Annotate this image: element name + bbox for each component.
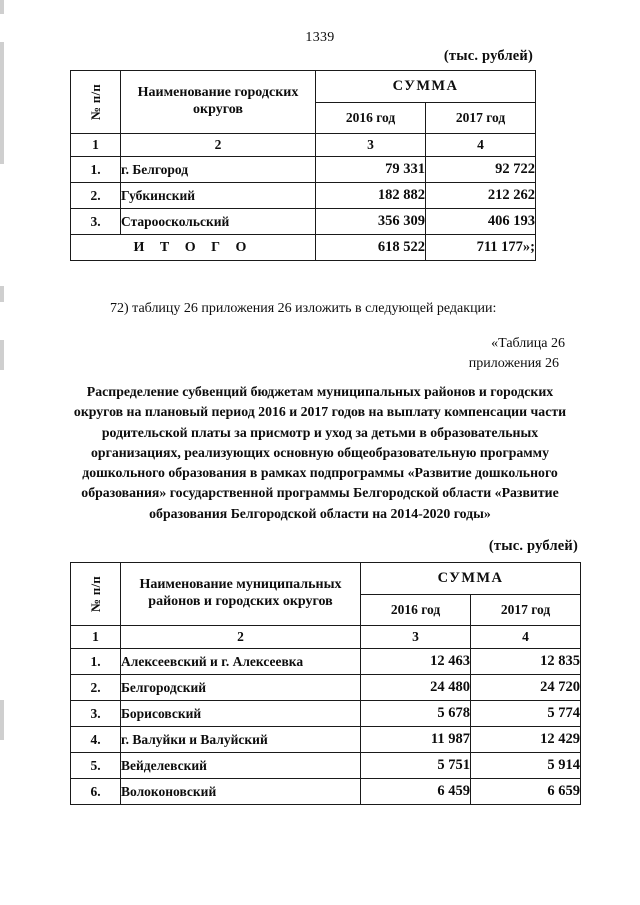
row-value-2017: 12 835 (471, 649, 581, 675)
row-index: 1. (71, 649, 121, 675)
scan-artifact (0, 700, 4, 740)
table-column-number-row (71, 626, 581, 649)
table-row (71, 701, 581, 727)
row-name: Волоконовский (121, 779, 361, 805)
scan-artifact (0, 52, 4, 164)
total-label: И Т О Г О (71, 235, 316, 261)
row-index: 3. (71, 209, 121, 235)
units-label-table-two: (тыс. рублей) (488, 538, 578, 554)
row-name: г. Валуйки и Валуйский (121, 727, 361, 753)
table-row (71, 157, 536, 183)
row-name: Белгородский (121, 675, 361, 701)
row-value-2016: 5 678 (361, 701, 471, 727)
table-reference-block (0, 334, 565, 375)
row-index: 4. (71, 727, 121, 753)
header-name-column: Наименование муниципальных районов и городских округов (121, 563, 361, 626)
table-row (71, 675, 581, 701)
row-value-2016: 182 882 (316, 183, 426, 209)
row-value-2016: 11 987 (361, 727, 471, 753)
row-value-2016: 5 751 (361, 753, 471, 779)
table-row (71, 183, 536, 209)
intro-paragraph: 72) таблицу 26 приложения 26 изложить в следующей редакции: (110, 301, 497, 316)
scan-artifact (0, 286, 4, 302)
column-number-3: 3 (361, 626, 471, 649)
row-index: 5. (71, 753, 121, 779)
table-city-districts (70, 70, 536, 261)
page-number: 1339 (305, 30, 335, 45)
table-column-number-row (71, 134, 536, 157)
row-name: Вейделевский (121, 753, 361, 779)
row-name: Алексеевский и г. Алексеевка (121, 649, 361, 675)
header-number-column (71, 563, 121, 626)
section-heading: Распределение субвенций бюджетам муниципальных районов и городских округов на плановый период 2016 и 2017 годов на выплату компенсации части родительской платы за присмотр и уход за детьми в образовательных организациях, реализующих основную общеобразовательную программу дошкольного образования в рамках подпрограммы «Развитие дошкольного образования» государственной программы Белгородской области «Развитие образования Белгородской области на 2014-2020 годы» (73, 384, 567, 521)
row-value-2016: 12 463 (361, 649, 471, 675)
row-value-2017: 406 193 (426, 209, 536, 235)
table-municipal-districts (70, 562, 581, 805)
header-year-2017: 2017 год (471, 594, 581, 626)
row-name: г. Белгород (121, 157, 316, 183)
reference-line-1: «Таблица 26 (491, 336, 565, 351)
row-value-2017: 212 262 (426, 183, 536, 209)
header-sum-group: СУММА (361, 563, 581, 595)
header-number-label: № п/п (87, 576, 103, 612)
total-value-2016: 618 522 (316, 235, 426, 261)
row-value-2016: 24 480 (361, 675, 471, 701)
row-value-2016: 356 309 (316, 209, 426, 235)
table-row (71, 779, 581, 805)
row-index: 1. (71, 157, 121, 183)
row-value-2016: 6 459 (361, 779, 471, 805)
header-name-column: Наименование городских округов (121, 71, 316, 134)
column-number-1: 1 (71, 626, 121, 649)
row-name: Борисовский (121, 701, 361, 727)
column-number-3: 3 (316, 134, 426, 157)
header-year-2017: 2017 год (426, 102, 536, 134)
header-sum-group: СУММА (316, 71, 536, 103)
reference-line-2: приложения 26 (468, 356, 559, 372)
table-header-row (71, 563, 581, 595)
row-value-2017: 5 774 (471, 701, 581, 727)
row-index: 2. (71, 183, 121, 209)
column-number-2: 2 (121, 626, 361, 649)
table-row (71, 727, 581, 753)
row-value-2017: 24 720 (471, 675, 581, 701)
row-index: 6. (71, 779, 121, 805)
row-value-2016: 79 331 (316, 157, 426, 183)
row-name: Старооскольский (121, 209, 316, 235)
row-value-2017: 5 914 (471, 753, 581, 779)
table-header-row (71, 71, 536, 103)
units-label-table-one: (тыс. рублей) (443, 48, 533, 64)
total-value-2017: 711 177»; (426, 235, 536, 261)
scan-artifact (0, 0, 4, 14)
column-number-4: 4 (471, 626, 581, 649)
row-value-2017: 6 659 (471, 779, 581, 805)
column-number-4: 4 (426, 134, 536, 157)
header-year-2016: 2016 год (316, 102, 426, 134)
row-name: Губкинский (121, 183, 316, 209)
row-value-2017: 12 429 (471, 727, 581, 753)
row-value-2017: 92 722 (426, 157, 536, 183)
header-number-column (71, 71, 121, 134)
column-number-2: 2 (121, 134, 316, 157)
table-row (71, 649, 581, 675)
table-total-row (71, 235, 536, 261)
header-number-label: № п/п (87, 84, 103, 120)
table-row (71, 753, 581, 779)
row-index: 3. (71, 701, 121, 727)
header-year-2016: 2016 год (361, 594, 471, 626)
table-row (71, 209, 536, 235)
column-number-1: 1 (71, 134, 121, 157)
row-index: 2. (71, 675, 121, 701)
